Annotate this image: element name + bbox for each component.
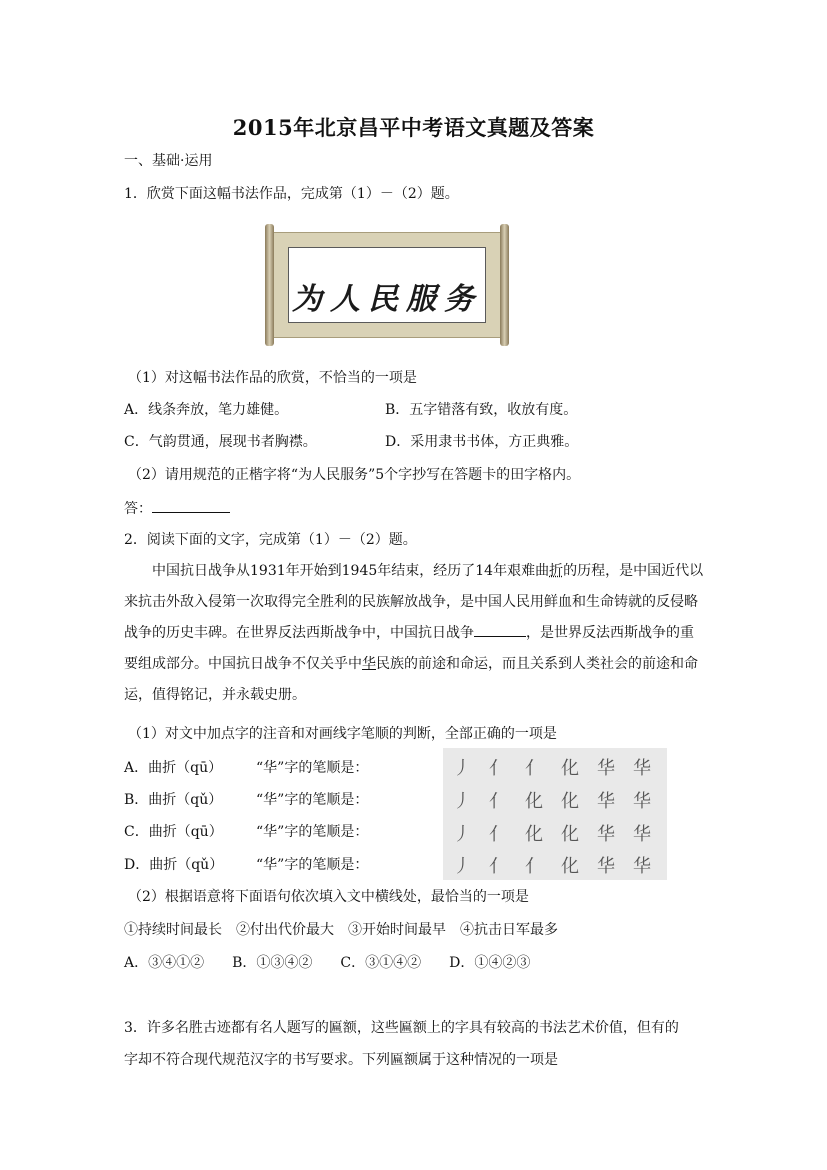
passage-blank	[474, 622, 526, 637]
question-1-option-d: D．采用隶书书体，方正典雅。	[385, 434, 579, 450]
question-2-passage	[124, 556, 704, 711]
stroke-cell: 丿	[453, 856, 471, 877]
question-2-option-c: C．曲折（qū）	[124, 824, 223, 840]
stroke-cell: 亻	[489, 824, 507, 845]
passage-text-3: ，是世界反法西斯战争的重要组成部分。中国抗日战争不仅关乎中	[124, 625, 694, 672]
passage-text-2: 的历程，是中国近代以来抗击外敌入侵第一次取得完全胜利的民族解放战争，是中国人民用鲜血和生命铸就的反侵略战争的历史丰碑。在世界反法西斯战争中，中国抗日战争	[124, 563, 704, 641]
passage-text-4: 民族的前途和命运，而且关系到人类社会的前途和命运，值得铭记，并永载史册。	[124, 656, 698, 703]
question-3-line-2: 字却不符合现代规范汉字的书写要求。下列匾额属于这种情况的一项是	[124, 1052, 558, 1068]
question-1-option-b: B．五字错落有致，收放有度。	[385, 402, 578, 418]
question-2-option-a: A．曲折（qū）	[124, 760, 223, 776]
stroke-cell: 亻	[489, 856, 507, 877]
stroke-cell: 化	[561, 856, 579, 877]
question-2-stroke-c: “华”字的笔顺是：	[256, 824, 369, 840]
stroke-cell: 华	[633, 791, 651, 812]
question-2-stem: 2．阅读下面的文字，完成第（1）－（2）题。	[124, 532, 417, 548]
stroke-cell: 华	[633, 758, 651, 779]
question-2-sub-1: （1）对文中加点字的注音和对画线字笔顺的判断，全部正确的一项是	[128, 726, 557, 742]
stroke-cell: 丿	[453, 758, 471, 779]
stroke-cell: 化	[561, 824, 579, 845]
stroke-cell: 丿	[453, 791, 471, 812]
stroke-cell: 华	[597, 856, 615, 877]
question-2-option-b: B．曲折（qǔ）	[124, 792, 223, 808]
question-2-phrases: ①持续时间最长 ②付出代价最大 ③开始时间最早 ④抗击日军最多	[124, 922, 558, 938]
stroke-cell: 亻	[525, 758, 543, 779]
stroke-row-c	[443, 816, 667, 849]
answer-blank	[152, 498, 230, 513]
answer-line	[124, 498, 230, 519]
stroke-cell: 亻	[489, 758, 507, 779]
question-2-stroke-a: “华”字的笔顺是：	[256, 760, 369, 776]
question-1-option-c: C．气韵贯通，展现书者胸襟。	[124, 434, 317, 450]
section-heading: 一、基础·运用	[124, 153, 213, 169]
stroke-cell: 化	[525, 824, 543, 845]
question-2-stroke-d: “华”字的笔顺是：	[256, 857, 369, 873]
question-2-stroke-b: “华”字的笔顺是：	[256, 792, 369, 808]
stroke-cell: 亻	[489, 791, 507, 812]
stroke-row-d	[443, 848, 667, 881]
question-1-option-a: A．线条奔放，笔力雄健。	[124, 402, 289, 418]
stroke-cell: 华	[597, 824, 615, 845]
stroke-cell: 化	[525, 791, 543, 812]
question-2-option-d: D．曲折（qǔ）	[124, 857, 224, 873]
passage-underlined-char: 华	[362, 656, 376, 672]
page-title: 2015年北京昌平中考语文真题及答案	[232, 115, 595, 140]
passage-text-1: 中国抗日战争从1931年开始到1945年结束，经历了14年艰难曲	[152, 563, 550, 579]
passage-dotted-char: 折	[549, 563, 564, 579]
stroke-row-a	[443, 750, 667, 783]
question-1-sub-1: （1）对这幅书法作品的欣赏，不恰当的一项是	[128, 370, 417, 386]
stroke-cell: 华	[633, 824, 651, 845]
stroke-cell: 化	[561, 758, 579, 779]
scroll-rod-right	[500, 224, 509, 346]
stroke-cell: 华	[597, 758, 615, 779]
question-2-answers: A．③④①② B．①③④② C．③①④② D．①④②③	[124, 955, 531, 971]
stroke-row-b	[443, 783, 667, 816]
scroll-panel	[288, 247, 486, 323]
stroke-cell: 华	[633, 856, 651, 877]
question-2-sub-2: （2）根据语意将下面语句依次填入文中横线处，最恰当的一项是	[128, 889, 529, 905]
stroke-cell: 化	[561, 791, 579, 812]
scroll-rod-left	[265, 224, 274, 346]
answer-label: 答：	[124, 501, 152, 517]
calligraphy-text: 为人民服务	[292, 282, 482, 317]
question-1-stem: 1．欣赏下面这幅书法作品，完成第（1）－（2）题。	[124, 186, 459, 202]
question-1-sub-2: （2）请用规范的正楷字将“为人民服务”5个字抄写在答题卡的田字格内。	[128, 467, 581, 483]
stroke-cell: 丿	[453, 824, 471, 845]
stroke-order-image	[443, 748, 667, 880]
question-3-line-1: 3．许多名胜古迹都有名人题写的匾额，这些匾额上的字具有较高的书法艺术价值，但有的	[124, 1020, 679, 1036]
calligraphy-scroll-image	[265, 224, 509, 346]
stroke-cell: 亻	[525, 856, 543, 877]
stroke-cell: 华	[597, 791, 615, 812]
scroll-mounting	[273, 232, 501, 338]
